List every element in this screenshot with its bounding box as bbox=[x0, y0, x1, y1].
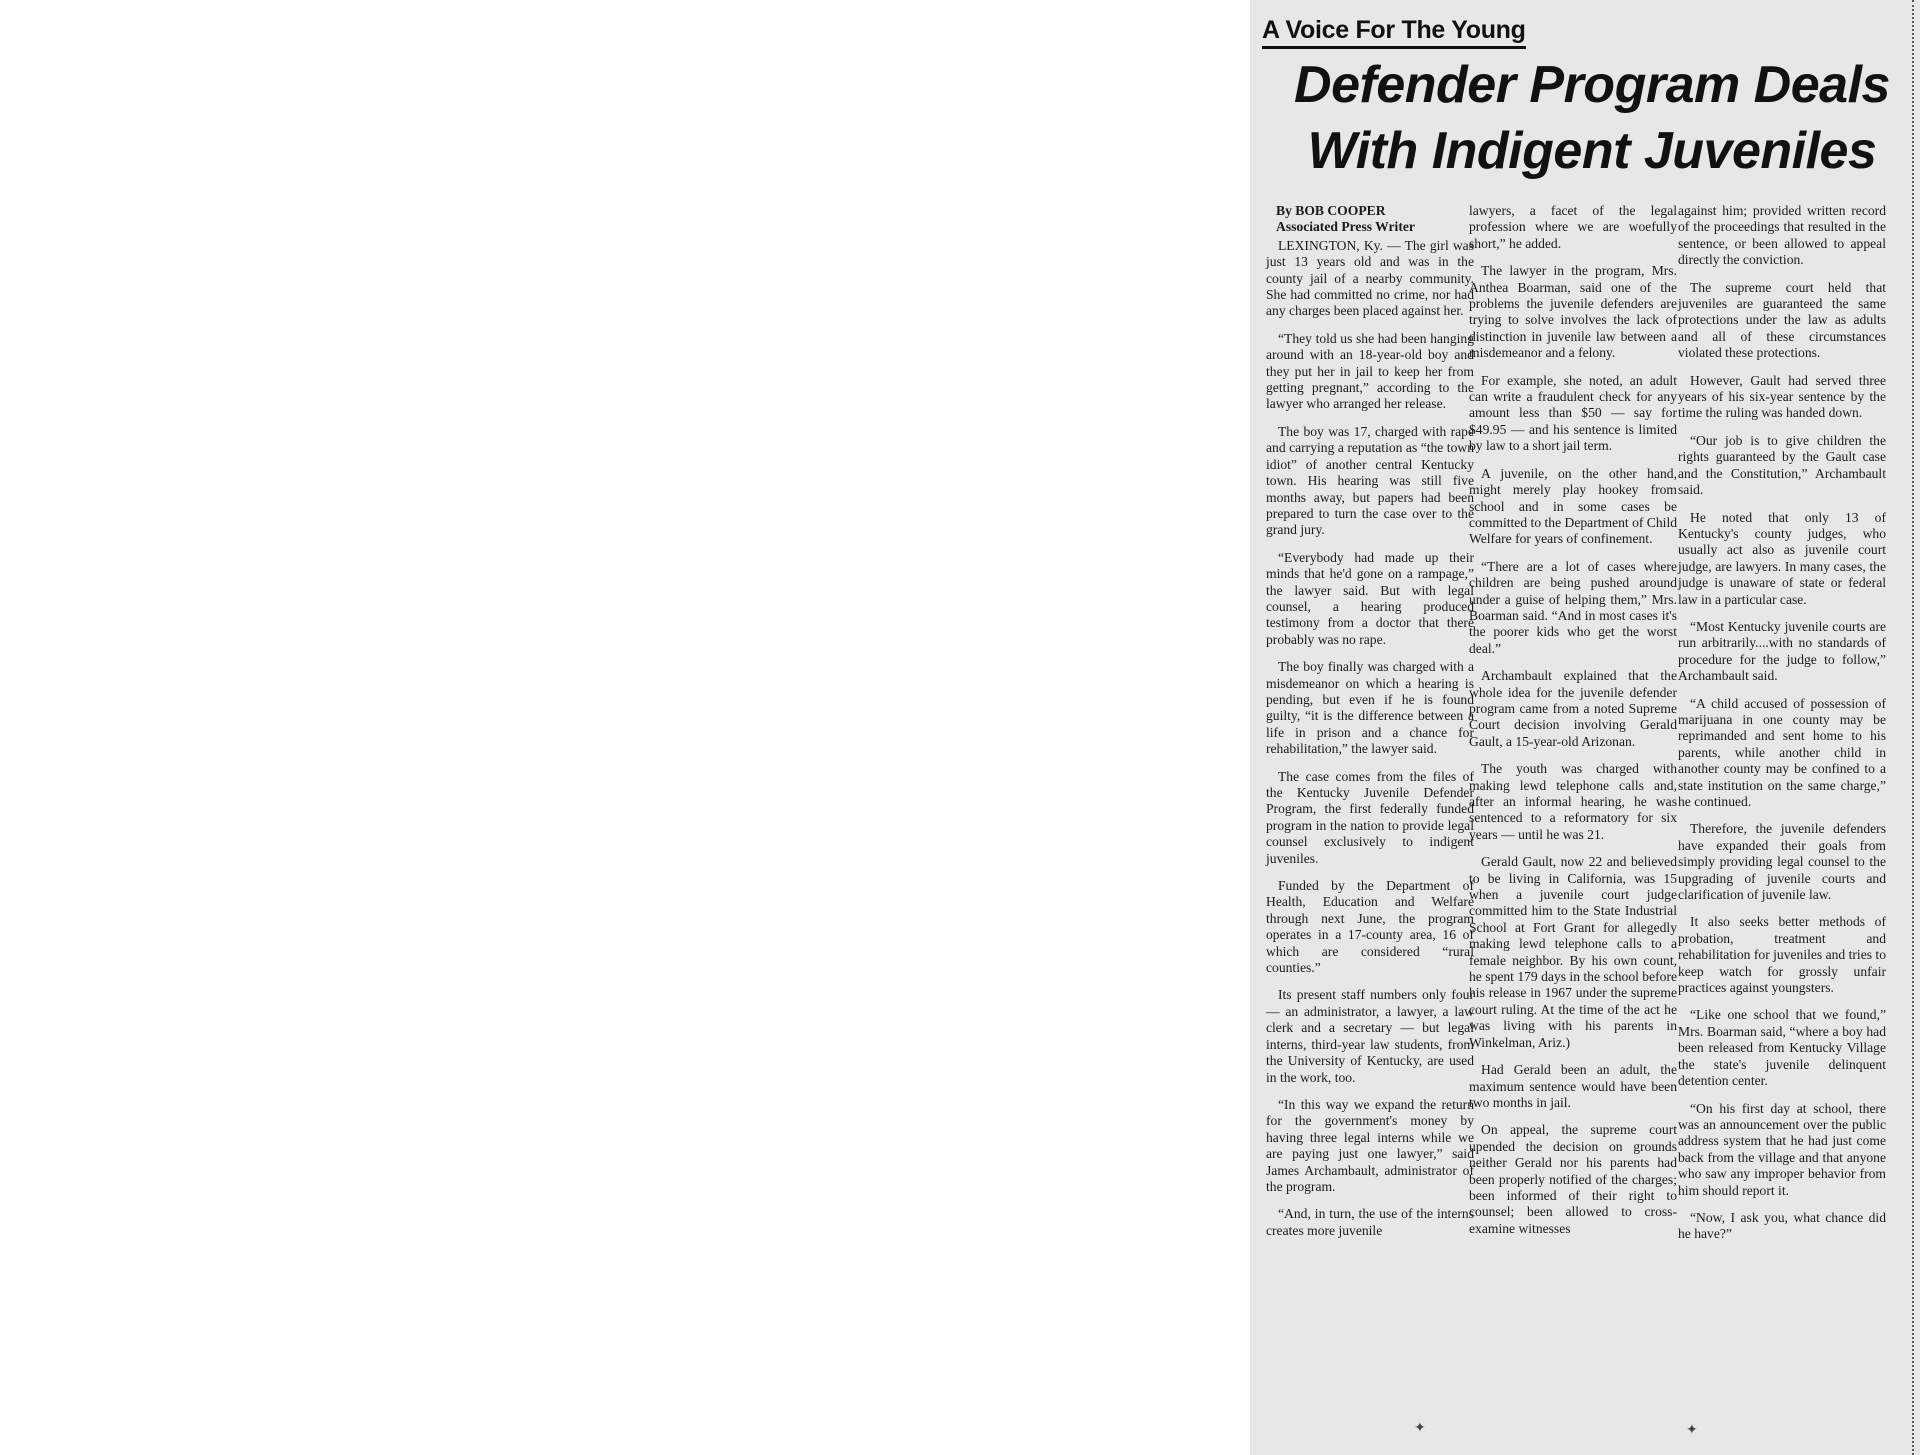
kicker-heading: A Voice For The Young bbox=[1262, 16, 1526, 49]
paragraph: A juvenile, on the other hand, might merely play hookey from school and in some cases be committed to the Department of Child Welfare for years of confinement. bbox=[1469, 465, 1678, 547]
print-speck: ✦ bbox=[1686, 1422, 1698, 1438]
paragraph: The lawyer in the program, Mrs. Anthea Boarman, said one of the problems the juvenile defenders are trying to solve involves the lack of distinction in juvenile law between a misdemeanor and a felony. bbox=[1469, 263, 1677, 361]
paragraph: “Like one school that we found,” Mrs. Boarman said, “where a boy had been released from Kentucky Village the state's juvenile delinquent detention center. bbox=[1678, 1007, 1886, 1089]
clipping-edge bbox=[1910, 0, 1914, 1455]
paragraph: However, Gault had served three years of his six-year sentence by the time the ruling was handed down. bbox=[1678, 372, 1886, 421]
paragraph: “Everybody had made up their minds that he'd gone on a rampage,” the lawyer said. But with legal counsel, a hearing produced testimony from a doctor that there probably was no rape. bbox=[1266, 549, 1474, 647]
paragraph: “On his first day at school, there was an announcement over the public address system that he had just come back from the village and that anyone who saw any improper behavior from him should report it. bbox=[1678, 1100, 1886, 1198]
paragraph: He noted that only 13 of Kentucky's county judges, who usually act also as juvenile court judge, are lawyers. In many cases, the judge is unaware of state or federal law in a particular case. bbox=[1678, 509, 1886, 607]
article-column-3 bbox=[1678, 203, 1886, 1254]
paragraph: “Our job is to give children the rights guaranteed by the Gault case and the Constitution,” Archambault said. bbox=[1678, 432, 1886, 498]
paragraph: Its present staff numbers only four — an administrator, a lawyer, a law clerk and a secretary — but legal interns, third-year law students, from the University of Kentucky, are used in the work, too. bbox=[1266, 987, 1474, 1085]
paragraph: “There are a lot of cases where children are being pushed around under a guise of helping them,” Mrs. Boarman said. “And in most cases it's the poorer kids who get the worst deal.” bbox=[1469, 558, 1677, 656]
paragraph: Had Gerald been an adult, the maximum sentence would have been two months in jail. bbox=[1469, 1062, 1677, 1110]
paragraph: On appeal, the supreme court upended the decision on grounds neither Gerald nor his parents had been properly notified of the charges; been informed of their right to counsel; been allowed to cross-examine witnesses bbox=[1469, 1122, 1677, 1236]
paragraph: “A child accused of possession of marijuana in one county may be reprimanded and sent home to his parents, while another child in another county may be confined to a state institution on the same charge,” he continued. bbox=[1678, 695, 1886, 809]
paragraph: The boy finally was charged with a misdemeanor on which a hearing is pending, but even if he is found guilty, “it is the difference between a life in prison and a chance for rehabilitation,” the lawyer said. bbox=[1266, 659, 1474, 757]
article-column-1 bbox=[1266, 203, 1474, 1250]
paragraph: “They told us she had been hanging around with an 18-year-old boy and they put her in jail to keep her from getting pregnant,” according to the lawyer who arranged her release. bbox=[1266, 330, 1474, 412]
print-speck: ✦ bbox=[1414, 1420, 1426, 1436]
headline: Defender Program Deals With Indigent Juveniles bbox=[1294, 56, 1890, 180]
paragraph: “Now, I ask you, what chance did he have?” bbox=[1678, 1209, 1886, 1242]
paragraph: The boy was 17, charged with rape and carrying a reputation as “the town idiot” of another central Kentucky town. His hearing was still five months away, but papers had been prepared to turn the case over to the grand jury. bbox=[1266, 423, 1474, 538]
paragraph: “And, in turn, the use of the interns creates more juvenile bbox=[1266, 1206, 1474, 1238]
paragraph: against him; provided written record of the proceedings that resulted in the sentence, or been allowed to appeal directly the conviction. bbox=[1678, 203, 1886, 268]
paragraph: lawyers, a facet of the legal profession where we are woefully short,” he added. bbox=[1469, 203, 1677, 251]
article-column-2 bbox=[1469, 203, 1677, 1248]
newspaper-clipping bbox=[1250, 0, 1920, 1455]
paragraph: Therefore, the juvenile defenders have expanded their goals from simply providing legal counsel to the upgrading of juvenile courts and clarification of juvenile law. bbox=[1678, 821, 1886, 903]
paragraph: The case comes from the files of the Kentucky Juvenile Defender Program, the first federally funded program in the nation to provide legal counsel exclusively to indigent juveniles. bbox=[1266, 768, 1474, 866]
paragraph: For example, she noted, an adult can write a fraudulent check for any amount less than $50 — say for $49.95 — and his sentence is limited by law to a short jail term. bbox=[1469, 372, 1677, 454]
byline: By BOB COOPER bbox=[1276, 203, 1386, 218]
byline-affiliation: Associated Press Writer bbox=[1276, 219, 1415, 235]
paragraph: The supreme court held that juveniles are guaranteed the same protections under the law as adults and all of these circumstances violated these protections. bbox=[1678, 279, 1886, 361]
paragraph: It also seeks better methods of probation, treatment and rehabilitation for juveniles and tries to keep watch for grossly unfair practices against youngsters. bbox=[1678, 914, 1887, 996]
paragraph: “In this way we expand the return for the government's money by having three legal interns while we are paying just one lawyer,” said James Archambault, administrator of the program. bbox=[1266, 1096, 1474, 1194]
paragraph: LEXINGTON, Ky. — The girl was just 13 years old and was in the county jail of a nearby community. She had committed no crime, nor had any charges been placed against her. bbox=[1266, 237, 1474, 319]
paragraph: Funded by the Department of Health, Education and Welfare through next June, the program operates in a 17-county area, 16 of which are considered “rural counties.” bbox=[1266, 878, 1474, 976]
paragraph: Archambault explained that the whole idea for the juvenile defender program came from a noted Supreme Court decision involving Gerald Gault, a 15-year-old Arizonan. bbox=[1469, 668, 1677, 749]
paragraph: The youth was charged with making lewd telephone calls and, after an informal hearing, he was sentenced to a reformatory for six years — until he was 21. bbox=[1469, 761, 1677, 842]
paragraph: Gerald Gault, now 22 and believed to be living in California, was 15 when a juvenile court judge committed him to the State Industrial School at Fort Grant for allegedly making lewd telephone calls to a female neighbor. By his own count, he spent 179 days in the school before his release in 1967 under the supreme court ruling. At the time of the act he was living with his parents in Winkelman, Ariz.) bbox=[1469, 854, 1678, 1050]
paragraph: “Most Kentucky juvenile courts are run arbitrarily....with no standards of procedure for the judge to follow,” Archambault said. bbox=[1678, 618, 1886, 684]
